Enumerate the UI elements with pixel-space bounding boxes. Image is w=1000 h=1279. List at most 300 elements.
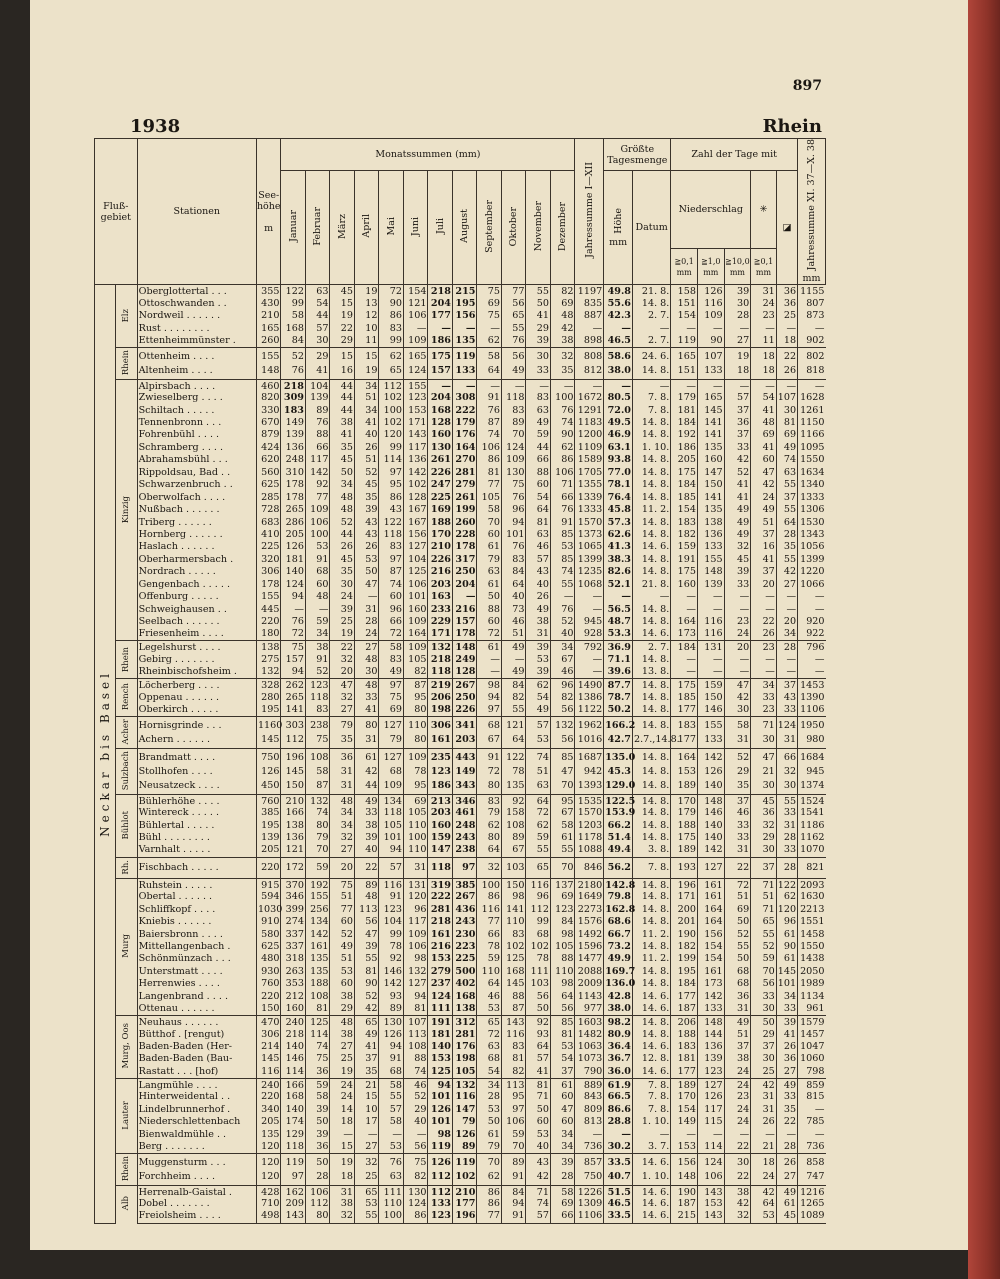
month-value: 125: [305, 1016, 330, 1029]
elevation: 480: [256, 953, 281, 965]
station-name: Oberwolfach . . . .: [137, 492, 256, 504]
snow-days: 52: [751, 941, 777, 953]
days-ge-1-0: 107: [697, 348, 724, 364]
max-date: —: [632, 591, 670, 603]
annual-sum: 1143: [575, 991, 604, 1003]
month-value: 61: [354, 749, 379, 765]
max-daily: 153.9: [605, 807, 636, 819]
month-value: 265: [281, 692, 306, 704]
days-ge-1-0: 148: [697, 566, 724, 578]
snow-days: 30: [751, 1053, 777, 1065]
month-value: 81: [354, 966, 379, 978]
hydro-year-sum: 1630: [798, 891, 826, 903]
max-date: 14. 6.: [632, 1066, 670, 1078]
month-value: 48: [330, 1016, 355, 1029]
snow-days: 31: [751, 1104, 777, 1116]
month-value: 164: [403, 629, 428, 641]
max-daily: 46.5: [604, 1198, 633, 1210]
max-daily: 135.0: [604, 749, 633, 765]
max-date: 14. 8.: [632, 479, 670, 491]
month-value: 203: [428, 579, 453, 591]
month-value: 15: [354, 348, 379, 364]
month-value: 143: [501, 1016, 526, 1029]
month-value: 126: [281, 541, 306, 553]
month-value: 49: [526, 704, 551, 716]
month-value: 106: [550, 467, 575, 479]
month-value: 91: [550, 517, 575, 529]
thunder-days: —: [776, 379, 797, 392]
elevation: 285: [256, 492, 281, 504]
month-value: 140: [281, 1041, 306, 1053]
table-row: [95, 454, 826, 466]
days-ge-10-0: 32: [724, 541, 751, 553]
month-value: 19: [330, 310, 355, 322]
station-name: Hinterweidental . .: [137, 1091, 256, 1103]
station-name: Löcherberg . . . .: [137, 679, 256, 692]
month-value: —: [403, 323, 428, 335]
group-name: [116, 717, 137, 749]
snow-days: 20: [751, 579, 777, 591]
elevation: 120: [256, 1170, 281, 1185]
max-daily: 79.8: [604, 891, 633, 903]
group-name-text: Rh.: [121, 859, 132, 875]
month-value: —: [477, 379, 502, 392]
month-value: 132: [550, 717, 575, 733]
month-value: 72: [526, 807, 551, 819]
max-daily: 53.3: [604, 629, 633, 641]
max-date: 7. 8.: [632, 1078, 670, 1091]
month-value: 53: [550, 1041, 575, 1053]
thunder-days: 35: [776, 1104, 797, 1116]
month-value: 41: [330, 430, 355, 442]
max-daily: 41.3: [604, 541, 633, 553]
month-value: 53: [550, 541, 575, 553]
table-row: [95, 467, 826, 479]
month-value: 147: [428, 845, 453, 857]
month-value: 74: [526, 1198, 551, 1210]
month-value: 136: [281, 832, 306, 844]
month-value: 91: [501, 1211, 526, 1223]
month-value: 63: [477, 1041, 502, 1053]
days-ge-0-1: —: [671, 591, 698, 603]
days-ge-0-1: 181: [671, 1053, 698, 1065]
month-value: 141: [501, 904, 526, 916]
elevation: 580: [256, 929, 281, 941]
month-value: 90: [379, 298, 404, 310]
month-value: 238: [305, 717, 330, 733]
days-ge-1-0: 133: [697, 1003, 724, 1015]
annual-sum: 942: [575, 764, 604, 779]
month-value: 82: [550, 692, 575, 704]
days-ge-0-1: 164: [671, 749, 698, 765]
month-value: 69: [550, 1198, 575, 1210]
month-value: 105: [477, 492, 502, 504]
flussgebiet-header: Fluß- gebiet: [95, 139, 138, 285]
max-daily: —: [604, 379, 633, 392]
snow-days: 37: [751, 566, 777, 578]
month-value: 168: [501, 966, 526, 978]
max-date: 21. 8.: [632, 579, 670, 591]
group-name-text: Rhein: [121, 350, 132, 376]
threshold-unit: mm: [729, 267, 745, 277]
month-value: 78: [379, 941, 404, 953]
group-name: [116, 348, 137, 380]
hydro-year-sum: 1134: [798, 991, 826, 1003]
month-value: 105: [550, 941, 575, 953]
max-date: 14. 8.: [632, 529, 670, 541]
month-value: 118: [379, 529, 404, 541]
month-label: Oktober: [508, 206, 520, 246]
month-value: 60: [477, 529, 502, 541]
month-header: [403, 171, 428, 285]
days-ge-10-0: —: [724, 323, 751, 335]
month-header: [330, 171, 355, 285]
days-ge-1-0: 155: [697, 554, 724, 566]
threshold-label: ≧1,0: [701, 256, 721, 266]
hydro-year-sum: 1070: [798, 845, 826, 857]
annual-sum: 887: [575, 310, 604, 322]
hydro-year-sum: 1162: [798, 832, 826, 844]
station-name: Hornisgrinde . . .: [137, 717, 256, 733]
month-value: 109: [403, 929, 428, 941]
snow-days: —: [751, 379, 777, 392]
days-ge-1-0: —: [697, 1129, 724, 1141]
annual-sum: 1355: [575, 479, 604, 491]
month-value: 68: [477, 1053, 502, 1065]
station-name: Brandmatt . . . .: [137, 749, 256, 765]
month-value: 53: [379, 1141, 404, 1153]
month-value: 88: [501, 991, 526, 1003]
month-value: 44: [330, 379, 355, 392]
month-value: 60: [330, 978, 355, 990]
station-name: Langmühle . . . .: [137, 1078, 256, 1091]
days-ge-1-0: —: [697, 379, 724, 392]
table-row: [95, 807, 826, 819]
month-value: 353: [281, 978, 306, 990]
hydro-year-sum: 920: [798, 616, 826, 628]
month-value: 177: [428, 310, 453, 322]
group-name-text: Elz: [121, 308, 132, 323]
month-value: 198: [428, 704, 453, 716]
month-value: 178: [452, 629, 477, 641]
days-ge-1-0: 140: [697, 779, 724, 794]
month-value: 72: [477, 629, 502, 641]
month-value: 55: [526, 845, 551, 857]
month-value: 123: [428, 1211, 453, 1223]
station-name: Legelshurst . . . .: [137, 641, 256, 654]
month-value: 62: [477, 820, 502, 832]
month-value: 168: [281, 323, 306, 335]
elevation: 879: [256, 430, 281, 442]
month-value: 49: [501, 364, 526, 379]
max-date: 13. 8.: [632, 666, 670, 678]
days-ge-1-0: 142: [697, 991, 724, 1003]
station-name: Schramberg . . . .: [137, 442, 256, 454]
days-ge-0-1: —: [671, 654, 698, 666]
month-value: 26: [354, 442, 379, 454]
month-value: 104: [403, 554, 428, 566]
month-value: 47: [354, 579, 379, 591]
thunder-days: 28: [776, 641, 797, 654]
max-daily: 49.5: [604, 417, 633, 429]
jahressumme-header: [575, 139, 604, 285]
month-value: 100: [403, 832, 428, 844]
month-value: 75: [501, 479, 526, 491]
month-value: 76: [550, 604, 575, 616]
thunder-days: 61: [776, 929, 797, 941]
hydro-year-sum: —: [798, 1129, 826, 1141]
month-value: —: [501, 654, 526, 666]
month-value: 124: [501, 442, 526, 454]
table-row: [95, 541, 826, 553]
month-value: 158: [501, 807, 526, 819]
month-value: 89: [501, 1154, 526, 1170]
hydro-year-sum: 2093: [798, 878, 826, 891]
snow-days: 71: [751, 717, 777, 733]
month-value: 84: [281, 335, 306, 347]
month-value: 461: [452, 807, 477, 819]
snow-days: 29: [751, 832, 777, 844]
month-value: 81: [477, 467, 502, 479]
month-value: 58: [305, 764, 330, 779]
group-name: [116, 794, 137, 857]
days-ge-1-0: 139: [697, 1053, 724, 1065]
station-name: Zwieselberg . . . .: [137, 392, 256, 404]
days-ge-1-0: 160: [697, 454, 724, 466]
month-value: 118: [428, 857, 453, 878]
month-value: 100: [379, 1211, 404, 1223]
month-value: —: [550, 591, 575, 603]
month-value: 149: [281, 417, 306, 429]
month-value: 99: [379, 335, 404, 347]
max-date: —: [632, 379, 670, 392]
thunder-days: 33: [776, 704, 797, 716]
month-value: 243: [452, 832, 477, 844]
month-value: 63: [477, 566, 502, 578]
table-row: [95, 392, 826, 404]
max-daily: 36.4: [604, 1041, 633, 1053]
month-value: 48: [305, 591, 330, 603]
month-value: 63: [526, 405, 551, 417]
month-value: 62: [550, 442, 575, 454]
month-value: 341: [452, 717, 477, 733]
thunder-header: ◪: [776, 171, 797, 285]
snow-days: 24: [751, 1170, 777, 1185]
month-value: 55: [501, 323, 526, 335]
month-value: 62: [526, 679, 551, 692]
month-value: —: [501, 379, 526, 392]
month-value: 134: [379, 794, 404, 807]
month-value: 52: [305, 666, 330, 678]
days-ge-10-0: 68: [724, 978, 751, 990]
river-heading: Rhein: [762, 116, 822, 137]
thunder-days: 22: [776, 348, 797, 364]
month-value: 157: [428, 364, 453, 379]
table-row: [95, 1029, 826, 1041]
month-value: 59: [501, 1129, 526, 1141]
max-date: —: [632, 323, 670, 335]
month-value: 124: [428, 991, 453, 1003]
month-value: 63: [305, 285, 330, 298]
month-value: 210: [452, 1185, 477, 1198]
annual-sum: 1705: [575, 467, 604, 479]
thunder-days: —: [776, 604, 797, 616]
month-value: 76: [281, 364, 306, 379]
table-row: [95, 904, 826, 916]
days-ge-1-0: 139: [697, 579, 724, 591]
month-value: 64: [477, 364, 502, 379]
hydro-year-sum: 1634: [798, 467, 826, 479]
days-ge-10-0: 37: [724, 794, 751, 807]
thunder-days: 55: [776, 794, 797, 807]
month-value: 29: [526, 323, 551, 335]
month-value: 46: [477, 991, 502, 1003]
days-ge-1-0: 117: [697, 1104, 724, 1116]
station-name: Seelbach . . . . . .: [137, 616, 256, 628]
month-value: 116: [477, 904, 502, 916]
days-ge-0-1: 205: [671, 454, 698, 466]
month-value: 183: [281, 405, 306, 417]
snow-days: 24: [751, 298, 777, 310]
station-name: Berg . . . . . . .: [137, 1141, 256, 1153]
month-value: 110: [403, 717, 428, 733]
month-value: 81: [526, 517, 551, 529]
month-value: 52: [354, 467, 379, 479]
month-value: 248: [452, 820, 477, 832]
month-value: 110: [379, 1198, 404, 1210]
thunder-days: —: [776, 1129, 797, 1141]
month-value: 116: [379, 878, 404, 891]
max-date: 14. 6.: [632, 991, 670, 1003]
station-name: Gebirg . . . . . . .: [137, 654, 256, 666]
thunder-days: 37: [776, 492, 797, 504]
month-value: 219: [428, 679, 453, 692]
month-value: 36: [305, 1066, 330, 1078]
days-ge-10-0: 42: [724, 454, 751, 466]
month-value: 122: [281, 285, 306, 298]
table-row: [95, 417, 826, 429]
month-value: 75: [477, 285, 502, 298]
month-value: 346: [281, 891, 306, 903]
days-ge-10-0: 50: [724, 953, 751, 965]
month-value: 31: [354, 604, 379, 616]
month-value: 53: [354, 1198, 379, 1210]
table-row: [95, 285, 826, 298]
snow-days: —: [751, 654, 777, 666]
hydro-year-sum: 1306: [798, 504, 826, 516]
table-row: [95, 1078, 826, 1091]
month-value: 89: [305, 405, 330, 417]
thunder-days: 122: [777, 879, 797, 891]
month-value: 125: [501, 953, 526, 965]
station-name: Friesenheim . . . .: [137, 629, 256, 641]
thunder-days: 28: [776, 832, 797, 844]
days-ge-0-1: 190: [671, 929, 698, 941]
table-row: [95, 666, 826, 678]
table-row: [95, 978, 826, 990]
days-ge-1-0: 148: [697, 794, 724, 807]
days-ge-1-0: 150: [697, 479, 724, 491]
days-ge-10-0: 69: [724, 904, 751, 916]
max-date: 11. 2.: [632, 504, 670, 516]
month-value: 186: [428, 779, 453, 794]
elevation: 280: [256, 692, 281, 704]
days-ge-10-0: 42: [724, 692, 751, 704]
thunder-days: 49: [776, 1185, 797, 1198]
days-ge-1-0: 150: [697, 692, 724, 704]
days-ge-1-0: 154: [697, 953, 724, 965]
month-label: August: [459, 209, 471, 244]
hydro-year-sum: 980: [798, 733, 826, 749]
month-value: 99: [379, 442, 404, 454]
month-value: 75: [477, 310, 502, 322]
days-ge-1-0: 136: [697, 1041, 724, 1053]
hoehe-header: [604, 171, 633, 285]
snow-days: 54: [751, 392, 777, 404]
month-value: 155: [403, 379, 428, 392]
days-ge-10-0: —: [724, 1129, 751, 1141]
days-ge-1-0: 126: [697, 1091, 724, 1103]
elevation: 910: [256, 916, 281, 928]
month-value: 49: [501, 666, 526, 678]
group-name: [116, 285, 137, 348]
annual-sum: 1065: [575, 541, 604, 553]
month-value: 260: [452, 517, 477, 529]
month-value: 14: [330, 1104, 355, 1116]
days-ge-10-0: 41: [724, 492, 751, 504]
days-ge-10-0: 32: [724, 1211, 751, 1223]
month-value: 61: [477, 641, 502, 654]
month-value: 163: [428, 591, 453, 603]
annual-sum: 1106: [575, 1211, 604, 1223]
days-ge-10-0: 46: [724, 807, 751, 819]
month-value: 44: [330, 529, 355, 541]
month-value: 97: [379, 467, 404, 479]
month-value: 179: [452, 417, 477, 429]
max-date: 14. 8.: [632, 878, 670, 891]
max-date: 7. 8.: [632, 392, 670, 404]
month-value: 205: [281, 529, 306, 541]
month-value: 51: [354, 454, 379, 466]
group-name-text: Rench: [121, 683, 132, 711]
month-value: 169: [428, 504, 453, 516]
month-value: 17: [354, 1116, 379, 1128]
days-ge-10-0: —: [724, 604, 751, 616]
days-ge-1-0: 164: [697, 916, 724, 928]
month-value: 82: [501, 1066, 526, 1078]
days-ge-10-0: 19: [724, 348, 751, 364]
month-value: 48: [354, 891, 379, 903]
max-daily: 38.0: [604, 1003, 633, 1015]
elevation: 210: [256, 310, 281, 322]
month-value: 112: [379, 379, 404, 392]
days-ge-10-0: 52: [724, 929, 751, 941]
thunder-days: —: [776, 591, 797, 603]
month-value: 64: [526, 794, 551, 807]
month-value: 48: [330, 794, 355, 807]
annual-sum: 1088: [575, 845, 604, 857]
month-value: 130: [403, 1185, 428, 1198]
month-value: 98: [550, 929, 575, 941]
table-row: [95, 857, 826, 878]
month-value: 168: [428, 405, 453, 417]
hydro-year-sum: 1066: [798, 579, 826, 591]
month-value: 122: [379, 517, 404, 529]
month-value: 32: [330, 654, 355, 666]
month-value: 162: [281, 1185, 306, 1198]
thunder-days: 49: [776, 442, 797, 454]
month-value: 28: [354, 616, 379, 628]
